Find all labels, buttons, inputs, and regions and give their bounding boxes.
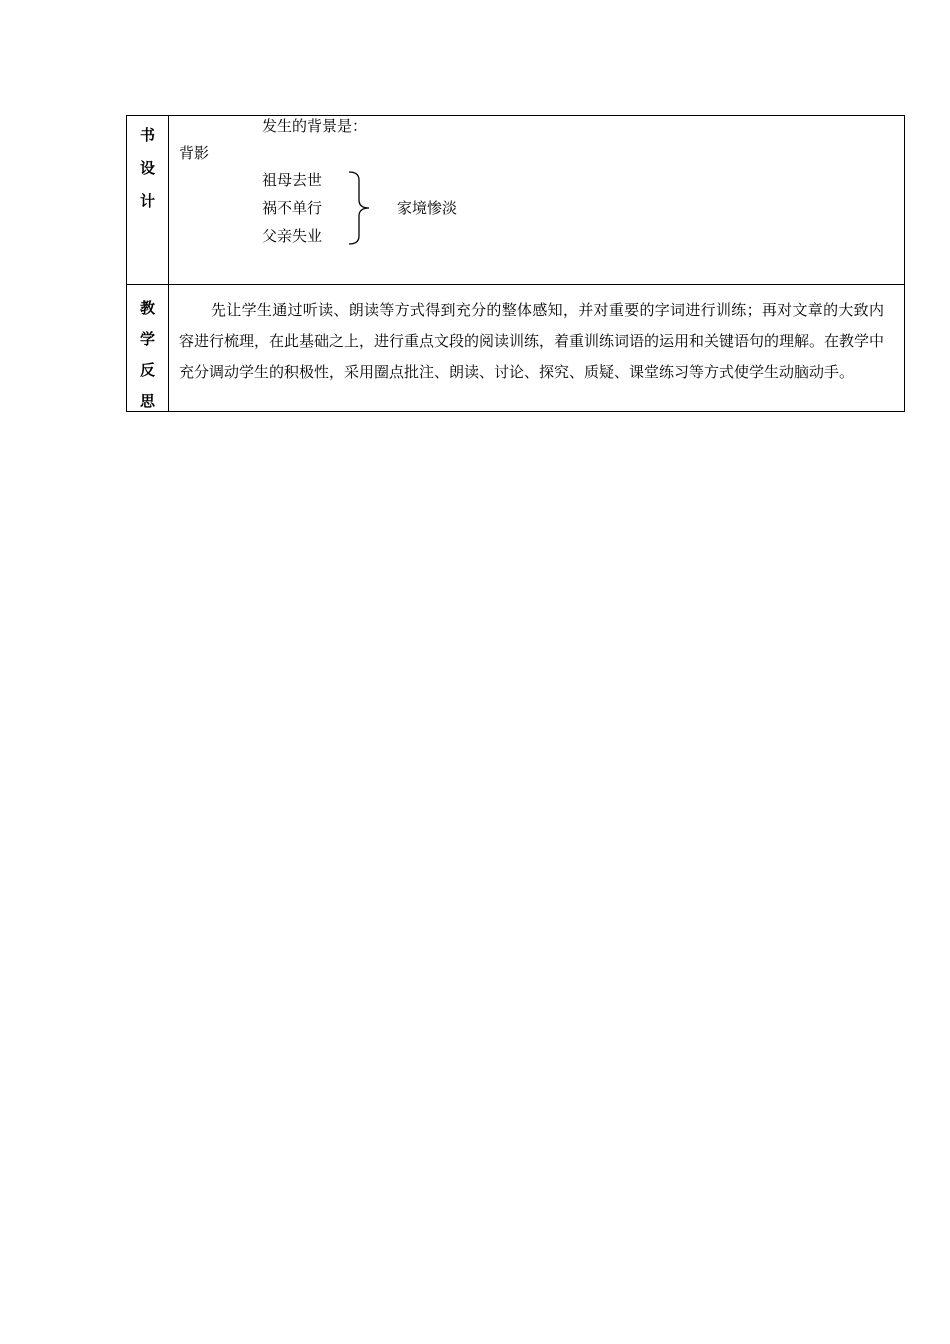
label-char: 教: [139, 299, 155, 317]
teaching-reflection-row: [127, 285, 904, 411]
result-text: 家境惨淡: [397, 199, 458, 217]
label-char: 反: [139, 361, 155, 379]
board-design-content: [169, 116, 904, 284]
background-line: 发生的背景是：: [262, 117, 368, 135]
label-char: 学: [139, 330, 155, 348]
label-char: 设: [139, 159, 155, 177]
teaching-reflection-content: [169, 285, 904, 411]
cause-item: 祖母去世: [262, 171, 323, 189]
right-brace-icon: [347, 170, 375, 246]
label-char: 思: [139, 392, 155, 410]
label-char: 书: [139, 126, 155, 144]
label-char: 计: [139, 192, 155, 210]
cause-item: 父亲失业: [262, 227, 323, 245]
board-design-row: [127, 116, 904, 285]
reflection-paragraph: 先让学生通过听读、朗读等方式得到充分的整体感知，并对重要的字词进行训练；再对文章的大致内容进行梳理，在此基础之上，进行重点文段的阅读训练，着重训练词语的运用和关键语句的理解。在教学中充分调动学生的积极性，采用圈点批注、朗读、讨论、探究、质疑、课堂练习等方式使学生动脑动手。: [179, 301, 885, 381]
lesson-plan-table: [126, 115, 905, 412]
board-design-label: [127, 116, 169, 284]
cause-item: 祸不单行: [262, 199, 323, 217]
teaching-reflection-label: [127, 285, 169, 411]
lesson-title: 背影: [179, 144, 210, 162]
